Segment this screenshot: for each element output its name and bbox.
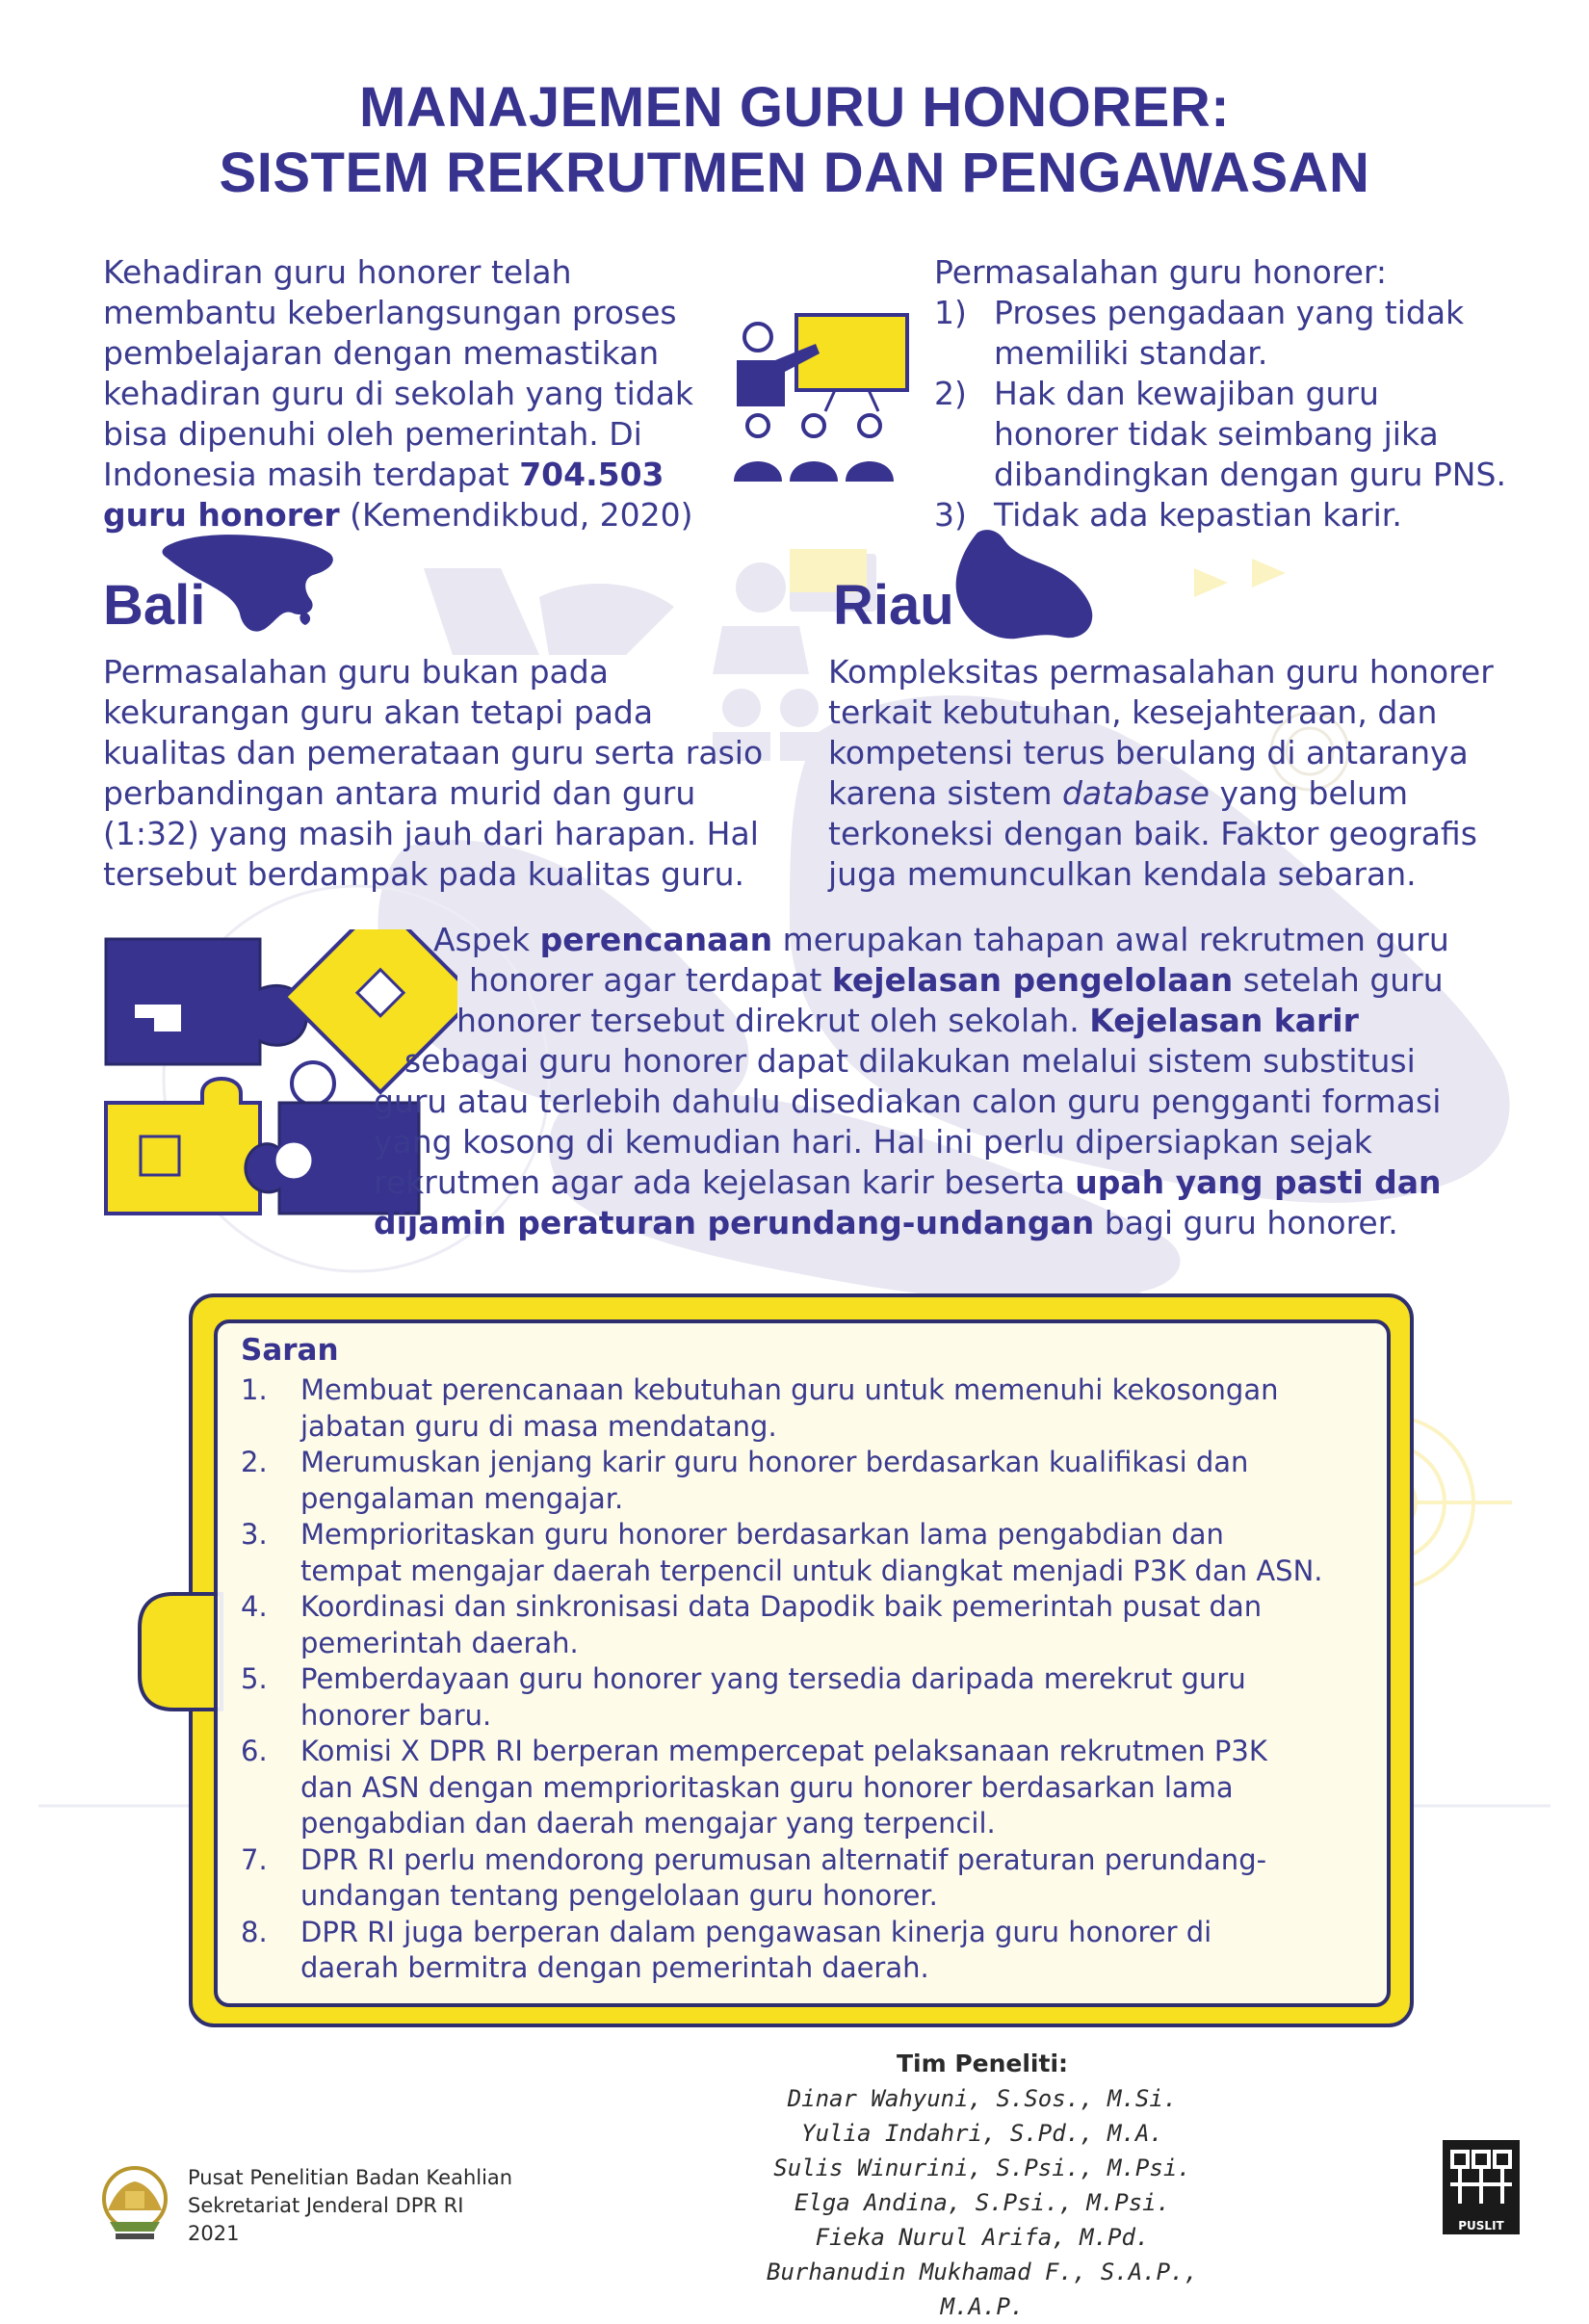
bali-line: kekurangan guru akan tetapi pada [103,693,654,731]
aspect-text: honorer agar terdapat [469,961,832,999]
aspect-line: yang kosong di kemudian hari. Hal ini perlu dipersiapkan sejak [374,1123,1372,1161]
intro-text: Indonesia masih terdapat [103,456,520,493]
aspect-text: bagi guru honorer. [1094,1204,1398,1241]
list-number: 8. [241,1915,268,1948]
list-text: pemerintah daerah. [300,1626,579,1659]
bali-line: kualitas dan pemerataan guru serta rasio [103,734,764,771]
problems-section [934,252,1550,535]
bali-line: Permasalahan guru bukan pada [103,653,609,691]
aspect-line [0,960,1589,1001]
list-text: Komisi X DPR RI berperan mempercepat pelaksanaan rekrutmen P3K [300,1735,1267,1767]
intro-text: (Kemendikbud, 2020) [339,496,693,534]
intro-line: pembelajaran dengan memastikan [103,334,660,372]
riau-text: karena sistem [828,774,1062,812]
intro-paragraph [103,252,719,535]
list-text: pengabdian dan daerah mengajar yang terpencil. [300,1807,996,1840]
list-text: Memprioritaskan guru honorer berdasarkan lama pengabdian dan [300,1518,1224,1551]
intro-line: membantu keberlangsungan proses [103,294,677,331]
team-member: Burhanudin Mukhamad F., S.A.P., M.A.P. [767,2259,1198,2320]
bali-line: perbandingan antara murid dan guru [103,774,696,812]
research-team [732,2047,1233,2324]
list-text: Koordinasi dan sinkronisasi data Dapodik baik pemerintah pusat dan [300,1590,1263,1623]
list-number: 2. [241,1446,268,1478]
list-text: honorer baru. [300,1698,492,1732]
riau-line: juga memunculkan kendala sebaran. [828,855,1417,893]
list-text: Pemberdayaan guru honorer yang tersedia daripada merekrut guru [300,1662,1246,1695]
aspect-line: sebagai guru honorer dapat dilakukan melalui sistem substitusi [404,1042,1416,1080]
list-text: memiliki standar. [994,334,1268,372]
teacher-presentation-icon [729,310,912,488]
list-item [241,1734,1348,1842]
aspect-text: rekrutmen agar ada kejelasan karir beserta [374,1163,1076,1201]
list-text: undangan tentang pengelolaan guru honorer. [300,1879,938,1912]
aspect-line: guru atau terlebih dahulu disediakan calon guru pengganti formasi [374,1083,1442,1120]
list-item [241,1372,1348,1445]
list-number: 3) [934,496,967,534]
aspect-text: Aspek [433,921,540,958]
puslit-bkd-caption: PUSLIT BKD [1458,2219,1504,2250]
puslit-bkd-mark [1443,2140,1520,2213]
team-member: Elga Andina, S.Psi., M.Psi. [794,2189,1171,2216]
list-number: 1. [241,1373,268,1406]
bali-line: (1:32) yang masih jauh dari harapan. Hal [103,815,759,852]
list-item [241,1842,1348,1915]
list-text: Hak dan kewajiban guru [994,375,1379,412]
intro-highlight-term: guru honorer [103,496,340,534]
list-text: DPR RI juga berperan dalam pengawasan kinerja guru honorer di [300,1915,1212,1948]
team-member: Dinar Wahyuni, S.Sos., M.Si. [787,2085,1178,2112]
list-text: dibandingkan dengan guru PNS. [994,456,1506,493]
problems-list [934,293,1550,535]
aspect-highlight: upah yang pasti dan [1075,1163,1442,1201]
list-number: 5. [241,1662,268,1695]
intro-line: kehadiran guru di sekolah yang tidak [103,375,694,412]
aspect-line [0,1162,1589,1203]
bali-label: Bali [103,574,206,637]
aspect-highlight: perencanaan [539,921,773,958]
list-item [241,1661,1348,1734]
list-text: honorer tidak seimbang jika [994,415,1439,453]
list-text: Proses pengadaan yang tidak [994,294,1465,331]
institution-line: Pusat Penelitian Badan Keahlian [188,2166,513,2189]
list-item [241,1589,1348,1661]
bali-line: tersebut berdampak pada kualitas guru. [103,855,744,893]
intro-line [103,455,719,495]
list-text: jabatan guru di masa mendatang. [300,1409,777,1443]
list-number: 3. [241,1518,268,1551]
list-item [241,1445,1348,1517]
saran-list [241,1372,1348,1987]
riau-line [828,773,1560,814]
page-title [0,75,1589,206]
list-text: Membuat perencanaan kebutuhan guru untuk memenuhi kekosongan [300,1373,1279,1406]
puslit-bkd-logo-icon [1443,2140,1520,2250]
team-member: Yulia Indahri, S.Pd., M.A. [801,2120,1163,2147]
riau-emphasis: database [1061,774,1210,812]
aspect-text: merupakan tahapan awal rekrutmen guru [772,921,1449,958]
list-item [934,293,1550,374]
aspect-line [0,1203,1589,1243]
list-number: 2) [934,375,967,412]
list-item [241,1915,1348,1987]
list-text: pengalaman mengajar. [300,1481,624,1515]
list-number: 1) [934,294,967,331]
riau-map-icon [949,525,1098,645]
aspect-paragraph [0,920,1589,1243]
riau-line: terkait kebutuhan, kesejahteraan, dan [828,693,1438,731]
list-text: tempat mengajar daerah terpencil untuk diangkat menjadi P3K dan ASN. [300,1554,1323,1587]
institution-year: 2021 [188,2222,240,2245]
problems-heading: Permasalahan guru honorer: [934,253,1388,291]
riau-line: kompetensi terus berulang di antaranya [828,734,1469,771]
riau-paragraph [828,652,1560,895]
riau-text: yang belum [1209,774,1409,812]
team-member: Fieka Nurul Arifa, M.Pd. [815,2224,1150,2251]
aspect-highlight: Kejelasan karir [1089,1002,1359,1039]
aspect-line [0,1001,1589,1041]
riau-line: terkoneksi dengan baik. Faktor geografis [828,815,1477,852]
list-number: 6. [241,1735,268,1767]
team-heading: Tim Peneliti: [896,2050,1069,2077]
list-number: 7. [241,1842,268,1876]
list-text: dan ASN dengan memprioritaskan guru honorer berdasarkan lama [300,1770,1234,1804]
institution-info [188,2164,512,2248]
list-text: Merumuskan jenjang karir guru honorer berdasarkan kualifikasi dan [300,1446,1249,1478]
title-line-1: MANAJEMEN GURU HONORER: [358,76,1231,139]
institution-line: Sekretariat Jenderal DPR RI [188,2194,464,2217]
dpr-emblem-icon [96,2162,173,2241]
saran-title: Saran [241,1333,339,1368]
intro-line: Kehadiran guru honorer telah [103,253,572,291]
list-text: daerah bermitra dengan pemerintah daerah. [300,1951,929,1984]
riau-label: Riau [833,574,954,637]
list-item [934,374,1550,495]
list-item [241,1517,1348,1589]
riau-line: Kompleksitas permasalahan guru honorer [828,653,1494,691]
intro-line: bisa dipenuhi oleh pemerintah. Di [103,415,642,453]
list-number: 4. [241,1590,268,1623]
bali-paragraph [103,652,796,895]
aspect-highlight: dijamin peraturan perundang-undangan [374,1204,1095,1241]
aspect-text: setelah guru [1233,961,1444,999]
aspect-line [0,920,1589,960]
list-text: Tidak ada kepastian karir. [994,496,1402,534]
aspect-text: honorer tersebut direkrut oleh sekolah. [456,1002,1090,1039]
aspect-highlight: kejelasan pengelolaan [831,961,1234,999]
list-text: DPR RI perlu mendorong perumusan alternatif peraturan perundang- [300,1842,1267,1876]
team-member: Sulis Winurini, S.Psi., M.Psi. [773,2154,1191,2181]
title-line-2: SISTEM REKRUTMEN DAN PENGAWASAN [219,142,1370,204]
intro-highlight-count: 704.503 [519,456,664,493]
